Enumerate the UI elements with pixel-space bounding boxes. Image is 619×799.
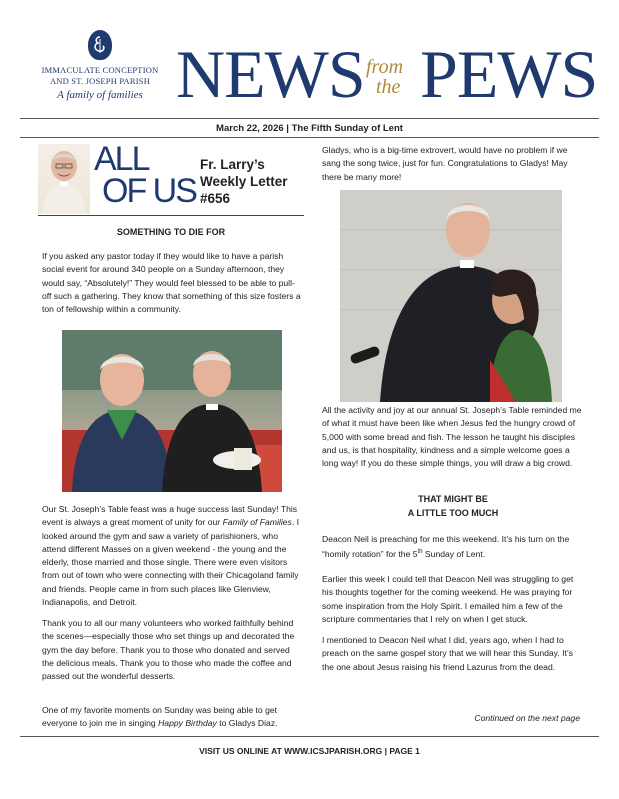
- continued-note: Continued on the next page: [474, 713, 580, 723]
- right-paragraph-5: I mentioned to Deacon Neil what I did, years ago, when I had to preach on the same gospel story that we will hear this Sunday. It’s the one about Jesus raising his friend Lazurus from the dead.: [322, 635, 573, 672]
- section-title-something-to-die-for: SOMETHING TO DIE FOR: [116, 227, 226, 237]
- parish-logo: [30, 30, 170, 110]
- footer-rule: [20, 736, 599, 737]
- masthead-title-pews: PEWS: [420, 36, 598, 112]
- section-title-that-might-be-line1: THAT MIGHT BE: [418, 494, 488, 504]
- masthead-rule-bottom: [20, 137, 599, 138]
- masthead-title-the: the: [376, 76, 401, 98]
- right-paragraph-4: Earlier this week I could tell that Deacon Neil was struggling to get his thoughts together for the coming weekend. He was praying for some inspiration from the Holy Spirit. I emailed him a few of the scripture commentaries that I rely on when I get stuck.: [322, 574, 574, 624]
- photo-pastor-with-gladys: [340, 190, 562, 402]
- masthead-title-from: from: [366, 56, 404, 78]
- left-paragraph-4-b: to Gladys Diaz.: [216, 718, 278, 729]
- left-paragraph-2-em: Family of Families: [222, 517, 292, 528]
- right-paragraph-2: All the activity and joy at our annual St. Joseph’s Table reminded me of what it must have been like when Jesus fed the hungry crowd of 5,000 with some bread and fish. The lesson he taught his disciples and us, is that hospitality, kindness and a simple welcome goes a long way! If you do these simple things, you will draw a big crowd.: [322, 405, 582, 469]
- footer: [20, 746, 599, 756]
- right-paragraph-3-sup: th: [417, 549, 423, 556]
- footer-page-number: | PAGE 1: [382, 746, 420, 756]
- parish-emblem-icon: [88, 30, 112, 60]
- masthead-title-news: NEWS: [176, 36, 365, 112]
- weekly-letter-title-line2: Weekly Letter: [200, 174, 288, 189]
- right-paragraph-3-b: Sunday of Lent.: [422, 549, 486, 560]
- section-title-that-might-be-line2: A LITTLE TOO MUCH: [407, 508, 499, 518]
- left-paragraph-4-a: One of my favorite moments on Sunday was being able to get everyone to join me in singing: [42, 705, 278, 729]
- letter-header-rule: [38, 215, 304, 216]
- all-of-us-logo-line1: ALL: [94, 140, 149, 178]
- left-paragraph-2: [42, 503, 304, 609]
- weekly-letter-title-line3: #656: [200, 191, 231, 206]
- left-paragraph-3: Thank you to all our many volunteers who worked faithfully behind the scenes—especially those who set things up and decorated the gym the day before. Thank you to those who donated and served the delicious meals. Thank you to those who made the coffee and passed out the wonderful desserts.: [42, 618, 295, 682]
- pastor-portrait: [38, 144, 90, 214]
- parish-name-line2: AND ST. JOSEPH PARISH: [49, 76, 151, 86]
- footer-prefix: VISIT US ONLINE AT: [199, 746, 285, 756]
- parish-name-line1: IMMACULATE CONCEPTION: [41, 65, 159, 75]
- weekly-letter-title: [200, 156, 300, 207]
- issue-dateline: March 22, 2026 | The Fifth Sunday of Lent: [216, 123, 403, 134]
- all-of-us-logo-line2: OF US: [102, 172, 196, 210]
- parish-tagline: A family of families: [57, 89, 143, 101]
- left-paragraph-2-b: . I looked around the gym and saw a variety of parishioners, who attend different Masses on a given weekend - the young and the elderly, those married and those single. There were even visitors from out of town who were connecting with their Chicagoland family and friends. People came in from such places like Glenview, Indianapolis, and Detroit.: [42, 517, 299, 608]
- footer-website-link[interactable]: WWW.ICSJPARISH.ORG: [284, 746, 383, 756]
- left-paragraph-2-a: Our St. Joseph’s Table feast was a huge success last Sunday! This event is always a great moment of unity for our: [42, 504, 298, 528]
- masthead-rule-top: [20, 118, 599, 119]
- left-paragraph-1: If you asked any pastor today if they would like to have a parish social event for around 340 people on a Sunday afternoon, they would say, “Absolutely!” They would feel blessed to be able to pull-off such a gathering. They know that something of this size fosters a ton of fellowship within a community.: [42, 251, 301, 315]
- photo-st-josephs-table: [62, 330, 282, 492]
- right-paragraph-1: Gladys, who is a big-time extrovert, would have no problem if we sang the song twice, just for fun. Congratulations to Gladys! May there be many more!: [322, 145, 568, 182]
- right-paragraph-3: [322, 533, 584, 561]
- left-paragraph-4: [42, 704, 304, 731]
- weekly-letter-title-line1: Fr. Larry’s: [200, 157, 265, 172]
- left-paragraph-4-em: Happy Birthday: [158, 718, 217, 729]
- right-paragraph-3-a: Deacon Neil is preaching for me this weekend. It’s his turn on the “homily rotation” for the 5: [322, 534, 570, 560]
